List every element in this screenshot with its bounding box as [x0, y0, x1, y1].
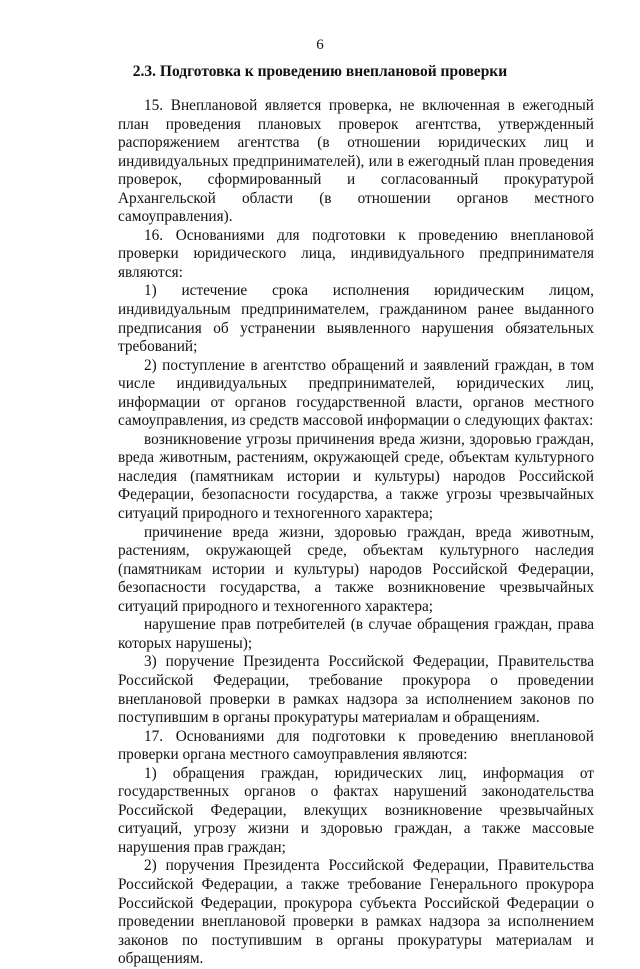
page-number: 6 [316, 37, 324, 53]
document-body [118, 97, 594, 969]
paragraph-16-item-2-fact-1: возникновение угрозы причинения вреда жизни, здоровью граждан, вреда животным, растениям, окружающей среде, объектам культурного наследия (памятникам истории и культуры) народов Российской Федерации, безопасности государства, а также угрозы чрезвычайных ситуаций природного и техногенного характера; [118, 430, 594, 523]
paragraph-16-item-3: 3) поручение Президента Российской Федерации, Правительства Российской Федерации, требование прокурора о проведении внеплановой проверки в рамках надзора за исполнением законов по поступившим в органы прокуратуры материалам и обращениям. [118, 653, 594, 727]
paragraph-16: 16. Основаниями для подготовки к проведению внеплановой проверки юридического лица, индивидуального предпринимателя являются: [118, 226, 594, 281]
paragraph-16-item-2: 2) поступление в агентство обращений и заявлений граждан, в том числе индивидуальных предпринимателей, юридических лиц, информации от органов государственной власти, органов местного самоуправления, из средств массовой информации о следующих фактах: [118, 356, 594, 430]
paragraph-15: 15. Внеплановой является проверка, не включенная в ежегодный план проведения плановых проверок агентства, утвержденный распоряжением агентства (в отношении юридических лиц и индивидуальных предпринимателей), или в ежегодный план проведения проверок, сформированный и согласованный прокуратурой Архангельской области (в отношении органов местного самоуправления). [118, 97, 594, 226]
paragraph-17-item-2: 2) поручения Президента Российской Федерации, Правительства Российской Федерации, а также требование Генерального прокурора Российской Федерации, прокурора субъекта Российской Федерации о проведении внеплановой проверки в рамках надзора за исполнением законов по поступившим в органы прокуратуры материалам и обращениям. [118, 857, 594, 968]
section-heading: 2.3. Подготовка к проведению внеплановой проверки [132, 63, 508, 80]
paragraph-17-item-1: 1) обращения граждан, юридических лиц, информация от государственных органов о фактах нарушений законодательства Российской Федерации, влекущих возникновение чрезвычайных ситуаций, угрозу жизни и здоровью граждан, а также массовые нарушения прав граждан; [118, 764, 594, 856]
paragraph-16-item-2-fact-3: нарушение прав потребителей (в случае обращения граждан, права которых нарушены); [118, 616, 594, 652]
paragraph-16-item-1: 1) истечение срока исполнения юридическим лицом, индивидуальным предпринимателем, гражданином ранее выданного предписания об устранении выявленного нарушения обязательных требований; [118, 282, 594, 356]
paragraph-17: 17. Основаниями для подготовки к проведению внеплановой проверки органа местного самоуправления являются: [118, 727, 594, 764]
paragraph-16-item-2-fact-2: причинение вреда жизни, здоровью граждан, вреда животным, растениям, окружающей среде, объектам культурного наследия (памятникам истории и культуры) народов Российской Федерации, безопасности государства, а также возникновение чрезвычайных ситуаций природного и техногенного характера; [118, 523, 594, 615]
